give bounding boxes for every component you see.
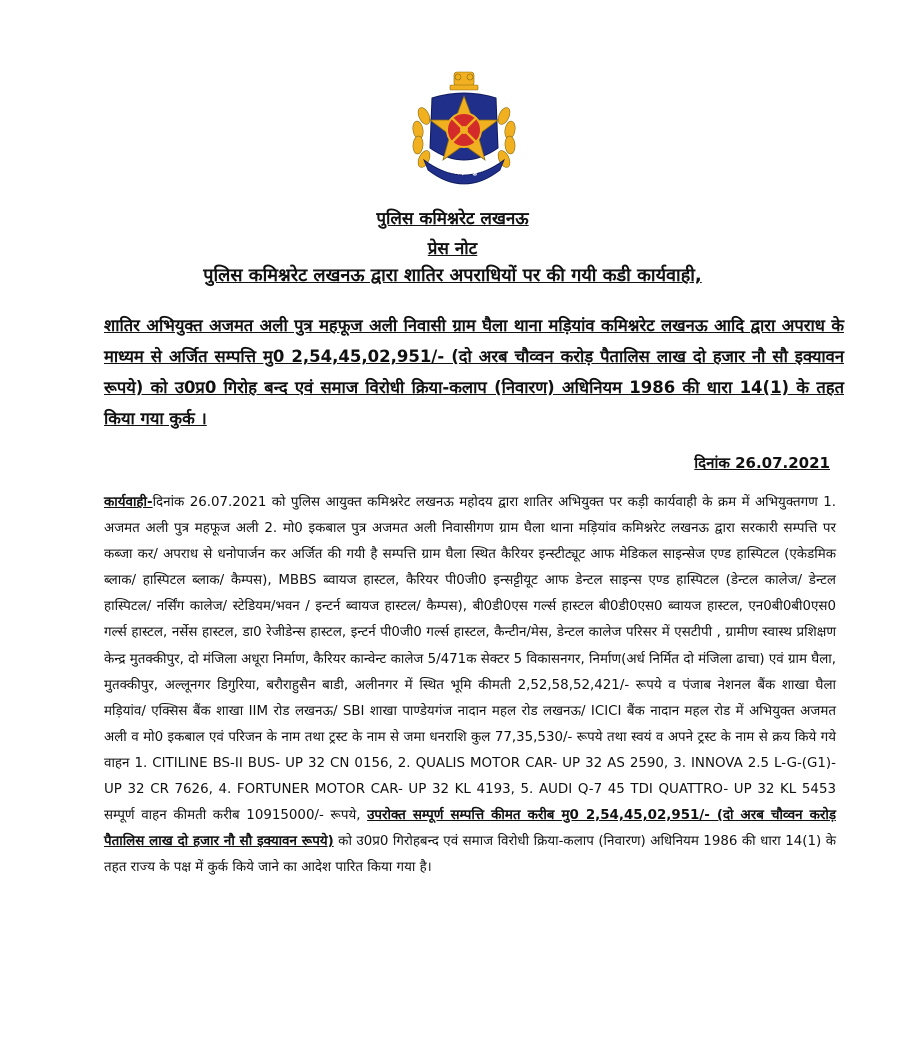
subject-paragraph: शातिर अभियुक्त अजमत अली पुत्र महफूज अली निवासी ग्राम घैला थाना मड़ियांव कमिश्नरेट लखनऊ आदि द्वारा अपराध के माध्यम से अर्जित सम्पत्ति मु0 2,54,45,02,951/- (दो अरब चौव्वन करोड़ पैतालिस लाख दो हजार नौ सौ इक्यावन रूपये) को उ0प्र0 गिरोह बन्द एवं समाज विरोधी क्रिया-कलाप (निवारण) अधिनियम 1986 की धारा 14(1) के तहत किया गया कुर्क । [104,316,844,428]
office-heading: पुलिस कमिश्नरेट लखनऊ [376,209,529,229]
body-text-part-1: दिनांक 26.07.2021 को पुलिस आयुक्त कमिश्नरेट लखनऊ महोदय द्वारा शातिर अभियुक्त पर कड़ी कार्यवाही के क्रम में अभियुक्तगण 1. अजमत अली पुत्र महफूज अली 2. मो0 इकबाल पुत्र अजमत अली निवासीगण ग्राम घैला थाना मड़ियांव कमिश्नरेट लखनऊ द्वारा सरकारी सम्पत्ति पर कब्जा कर/ अपराध से धनोपार्जन कर अर्जित की गयी है सम्पत्ति ग्राम घैला स्थित कैरियर इन्स्टीट्यूट आफ मेडिकल साइन्सेज एण्ड हास्पिटल (एकेडमिक ब्लाक/ हास्पिटल ब्लाक/ कैम्पस), MBBS ब्वायज हास्टल, कैरियर पी0जी0 इन्सट्टीयूट आफ डेन्टल साइन्स एण्ड हास्पिटल (डेन्टल कालेज/ डेन्टल हास्पिटल/ नर्सिंग कालेज/ स्टेडियम/भवन / इन्टर्न ब्वायज हास्टल/ कैम्पस), बी0डी0एस गर्ल्स हास्टल बी0डी0एस0 ब्वायज हास्टल, एन0बी0बी0एस0 गर्ल्स हास्टल, नर्सेस हास्टल, डा0 रेजीडेन्स हास्टल, इन्टर्न पी0जी0 गर्ल्स हास्टल, कैन्टीन/मेस, डेन्टल कालेज परिसर में एसटीपी , ग्रामीण स्वास्थ प्रशिक्षण केन्द्र मुतक्कीपुर, दो मंजिला अधूरा निर्माण, कैरियर कान्वेन्ट कालेज 5/471क सेक्टर 5 विकासनगर, निर्माण(अर्ध निर्मित दो मंजिला ढाचा) एवं ग्राम घैला, मुतक्कीपुर, अल्लूनगर डिगुरिया, बरौराहुसैन बाडी, अलीनगर में स्थित भूमि कीमती 2,52,58,52,421/- रूपये व पंजाब नेशनल बैंक शाखा घैला मड़ियांव/ एक्सिस बैंक शाखा IIM रोड लखनऊ/ SBI शाखा पाण्डेयगंज नादान महल रोड लखनऊ/ ICICI बैंक नादान महल रोड में अभियुक्त अजमत अली व मो0 इकबाल एवं परिजन के नाम तथा ट्रस्ट के नाम से जमा धनराशि कुल 77,35,530/- रूपये तथा स्वयं व अपने ट्रस्ट के नाम से क्रय किये गये वाहन 1. CITILINE BS-II BUS- UP 32 CN 0156, 2. QUALIS MOTOR CAR- UP 32 AS 2590, 3. INNOVA 2.5 L-G-(G1)- UP 32 CR 7626, 4. FORTUNER MOTOR CAR- UP 32 KL 4193, 5. AUDI Q-7 45 TDI QUATTRO- UP 32 KL 5453 सम्पूर्ण वाहन कीमती करीब 10915000/- रूपये, [104,495,836,824]
document-type-heading: प्रेस नोट [427,239,478,259]
date-line: दिनांक 26.07.2021 [694,454,830,472]
press-note-headline: पुलिस कमिश्नरेट लखनऊ द्वारा शातिर अपराधियों पर की गयी कडी कार्यवाही, [203,265,702,286]
body-text-part-2: को उ0प्र0 गिरोहबन्द एवं समाज विरोधी क्रिया-कलाप (निवारण) अधिनियम 1986 की धारा 14(1) के तहत राज्य के पक्ष में कुर्क किये जाने का आदेश पारित किया गया है। [104,834,836,876]
body-paragraph [104,490,836,881]
emblem-caption: उत्तर प्रदेश पुलिस [438,162,490,177]
up-police-emblem [402,68,526,198]
total-property-value-emphasis: उपरोक्त सम्पूर्ण सम्पत्ति कीमत करीब मु0 2,54,45,02,951/- (दो अरब चौव्वन करोड़ पैतालिस लाख दो हजार नौ सौ इक्यावन रूपये) [104,808,836,850]
action-lead-label: कार्यवाही- [104,495,153,510]
